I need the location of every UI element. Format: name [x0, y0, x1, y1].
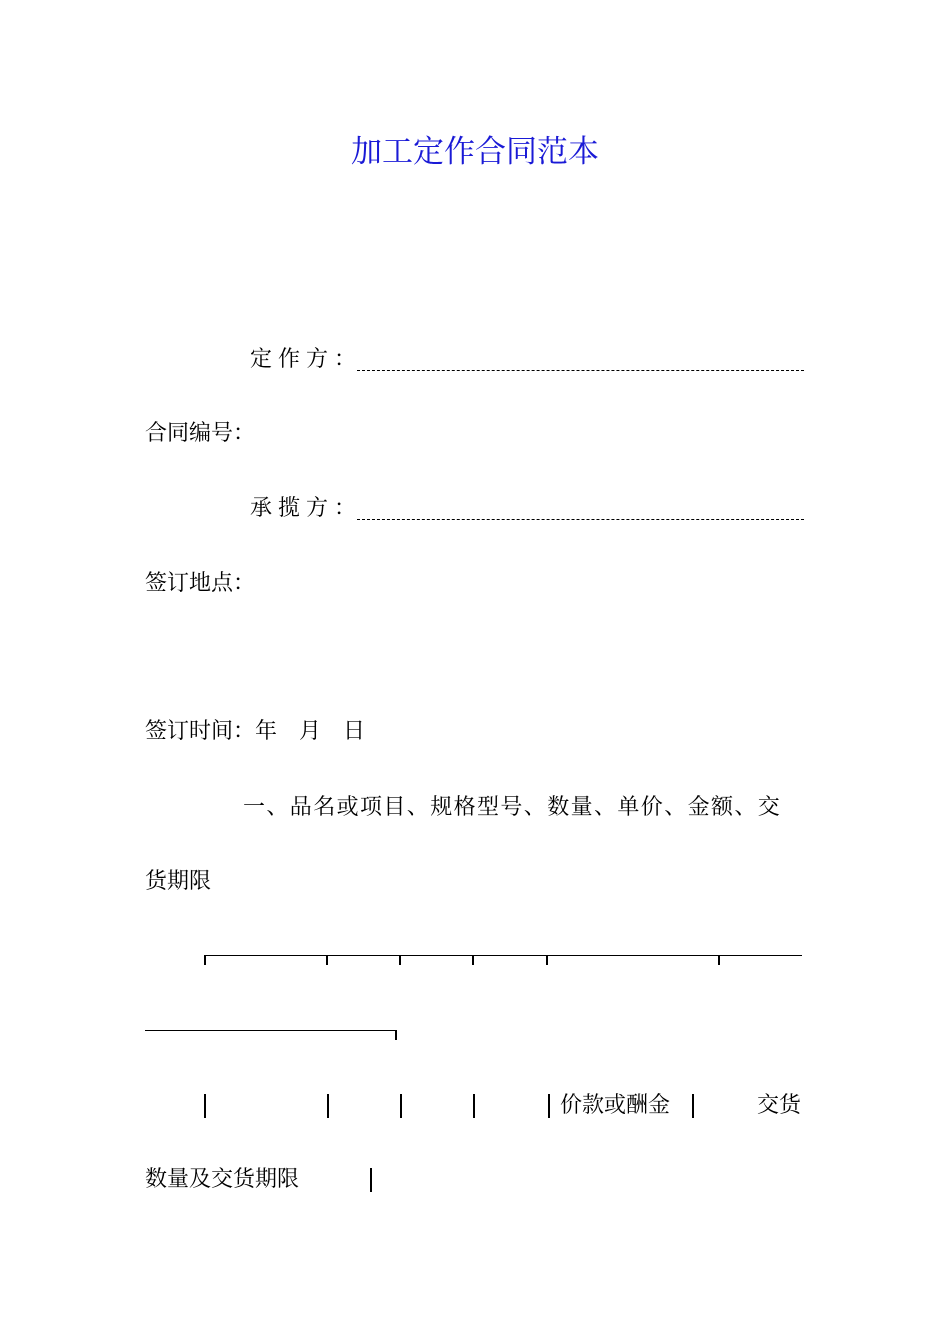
table-header-price: 价款或酬金: [560, 1093, 671, 1118]
table-header-delivery-cont: 数量及交货期限: [145, 1167, 300, 1192]
document-title: 加工定作合同范本: [351, 134, 599, 170]
party-a-label: 定作方：: [250, 347, 363, 372]
sign-time-label: 签订时间：年 月 日: [145, 719, 366, 744]
table-cell-divider: [400, 1094, 402, 1118]
table-top-border-cont: [145, 1030, 397, 1031]
table-col-tick: [718, 955, 720, 965]
table-col-tick: [472, 955, 474, 965]
table-cell-divider: [370, 1168, 372, 1192]
table-header-delivery: 交货: [757, 1093, 802, 1118]
party-b-label: 承揽方：: [250, 496, 363, 521]
table-cell-divider: [327, 1094, 329, 1118]
table-cell-divider: [204, 1094, 206, 1118]
section-1-heading: 一、品名或项目、规格型号、数量、单价、金额、交: [243, 795, 782, 820]
table-corner-top-left: [204, 955, 206, 965]
table-cell-divider: [692, 1094, 694, 1118]
table-col-tick: [546, 955, 548, 965]
contract-number-label: 合同编号：: [145, 421, 256, 446]
sign-place-label: 签订地点：: [145, 571, 256, 596]
table-cell-divider: [548, 1094, 550, 1118]
party-a-blank-line: [357, 370, 804, 371]
section-1-heading-cont: 货期限: [145, 869, 212, 894]
table-col-tick: [399, 955, 401, 965]
table-top-border: [205, 955, 802, 956]
table-col-tick: [326, 955, 328, 965]
party-b-blank-line: [357, 519, 804, 520]
table-corner-top-right: [395, 1030, 397, 1040]
table-cell-divider: [473, 1094, 475, 1118]
